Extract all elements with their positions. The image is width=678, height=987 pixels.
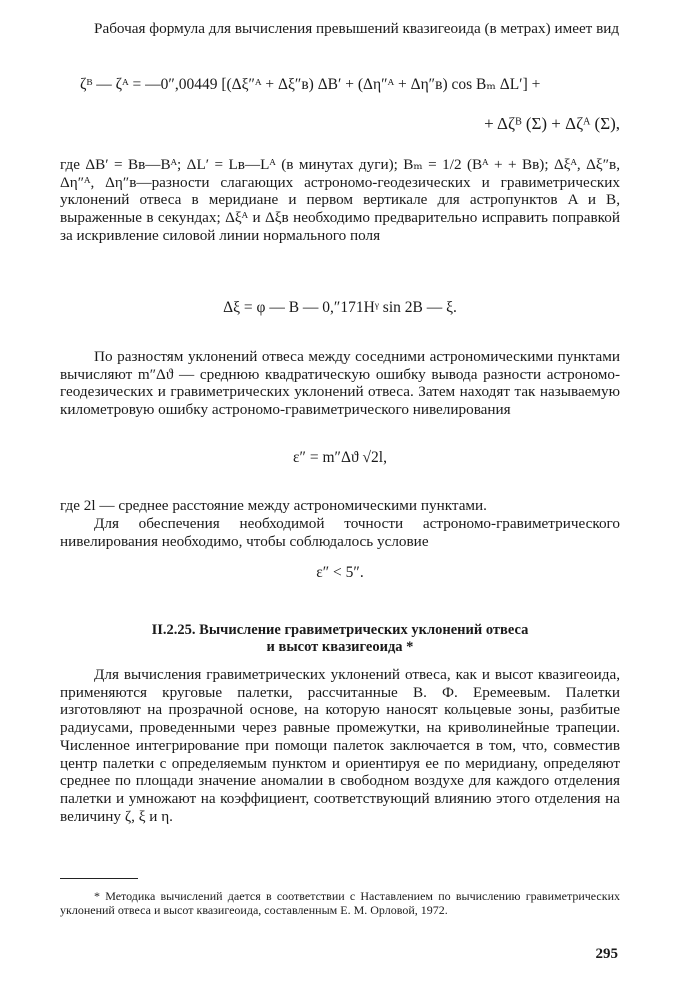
formula-main-line2: + Δζᴮ (Σ) + Δζᴬ (Σ), xyxy=(484,114,620,133)
intro-paragraph: Рабочая формула для вычисления превышений квазигеоида (в метрах) имеет вид xyxy=(94,20,620,37)
formula-xi: Δξ = φ — B — 0,″171Hᵞ sin 2B — ξ. xyxy=(223,299,457,316)
section-heading-line1: II.2.25. Вычисление гравиметрических уклонений отвеса xyxy=(151,622,529,638)
formula-epsilon: ε″ = m″Δϑ √2l, xyxy=(293,449,387,466)
where-2l-line: где 2l — среднее расстояние между астрономическими пунктами. xyxy=(60,497,487,514)
body-paragraph: Для вычисления гравиметрических уклонений отвеса, как и высот квазигеоида, применяются круговые палетки, рассчитанные В. Ф. Еремеевым. Палетки изготовляют на прозрачной основе, на которую наносят кольцевые зоны, разбитые радиусами, проведенными через равные промежутки, на криволинейные трапеции. Численное интегрирование при помощи палеток заключается в том, что, совместив центр палетки с определяемым пунктом и ориентируя ее по меридиану, определяют среднее по площади значение аномалии в свободном воздухе для каждого отделения палетки и умножают на коэффициент, соответствующий влиянию этого отделения на величину ζ, ξ и η. xyxy=(60,666,620,825)
footnote: * Методика вычислений дается в соответствии с Наставлением по вычислению гравиметрических уклонений отвеса и высот квазигеоида, составленным Е. М. Орловой, 1972. xyxy=(60,889,620,917)
condition-formula: ε″ < 5″. xyxy=(316,564,364,581)
diff-paragraph: По разностям уклонений отвеса между соседними астрономическими пунктами вычисляют m″Δϑ — среднюю квадратическую ошибку вывода разности астрономо-геодезических и гравиметрических уклонений отвеса. Затем находят так называемую километровую ошибку астрономо-гравиметрического нивелирования xyxy=(60,348,620,419)
page-number: 295 xyxy=(595,946,618,962)
formula-main-line1: ζᴮ — ζᴬ = —0″,00449 [(Δξ″ᴬ + Δξ″ʙ) ΔB′ + (Δη″ᴬ + Δη″ʙ) cos Bₘ ΔL′] + xyxy=(80,76,541,93)
accuracy-paragraph: Для обеспечения необходимой точности астрономо-гравиметрического нивелирования необходимо, чтобы соблюдалось условие xyxy=(60,515,620,550)
where-paragraph: где ΔB′ = Bʙ—Bᴬ; ΔL′ = Lʙ—Lᴬ (в минутах дуги); Bₘ = 1/2 (Bᴬ + + Bʙ); Δξᴬ, Δξ″ʙ, Δη″ᴬ, Δη″ʙ—разности слагающих астрономо-геодезических и гравиметрических уклонений отвеса в меридиане и первом вертикале для астропунктов A и B, выраженные в секундах; Δξᴬ и Δξʙ необходимо предварительно исправить поправкой за искривление силовой линии нормального поля xyxy=(60,156,620,244)
section-heading-line2: и высот квазигеоида * xyxy=(266,639,414,655)
footnote-rule xyxy=(60,878,138,879)
